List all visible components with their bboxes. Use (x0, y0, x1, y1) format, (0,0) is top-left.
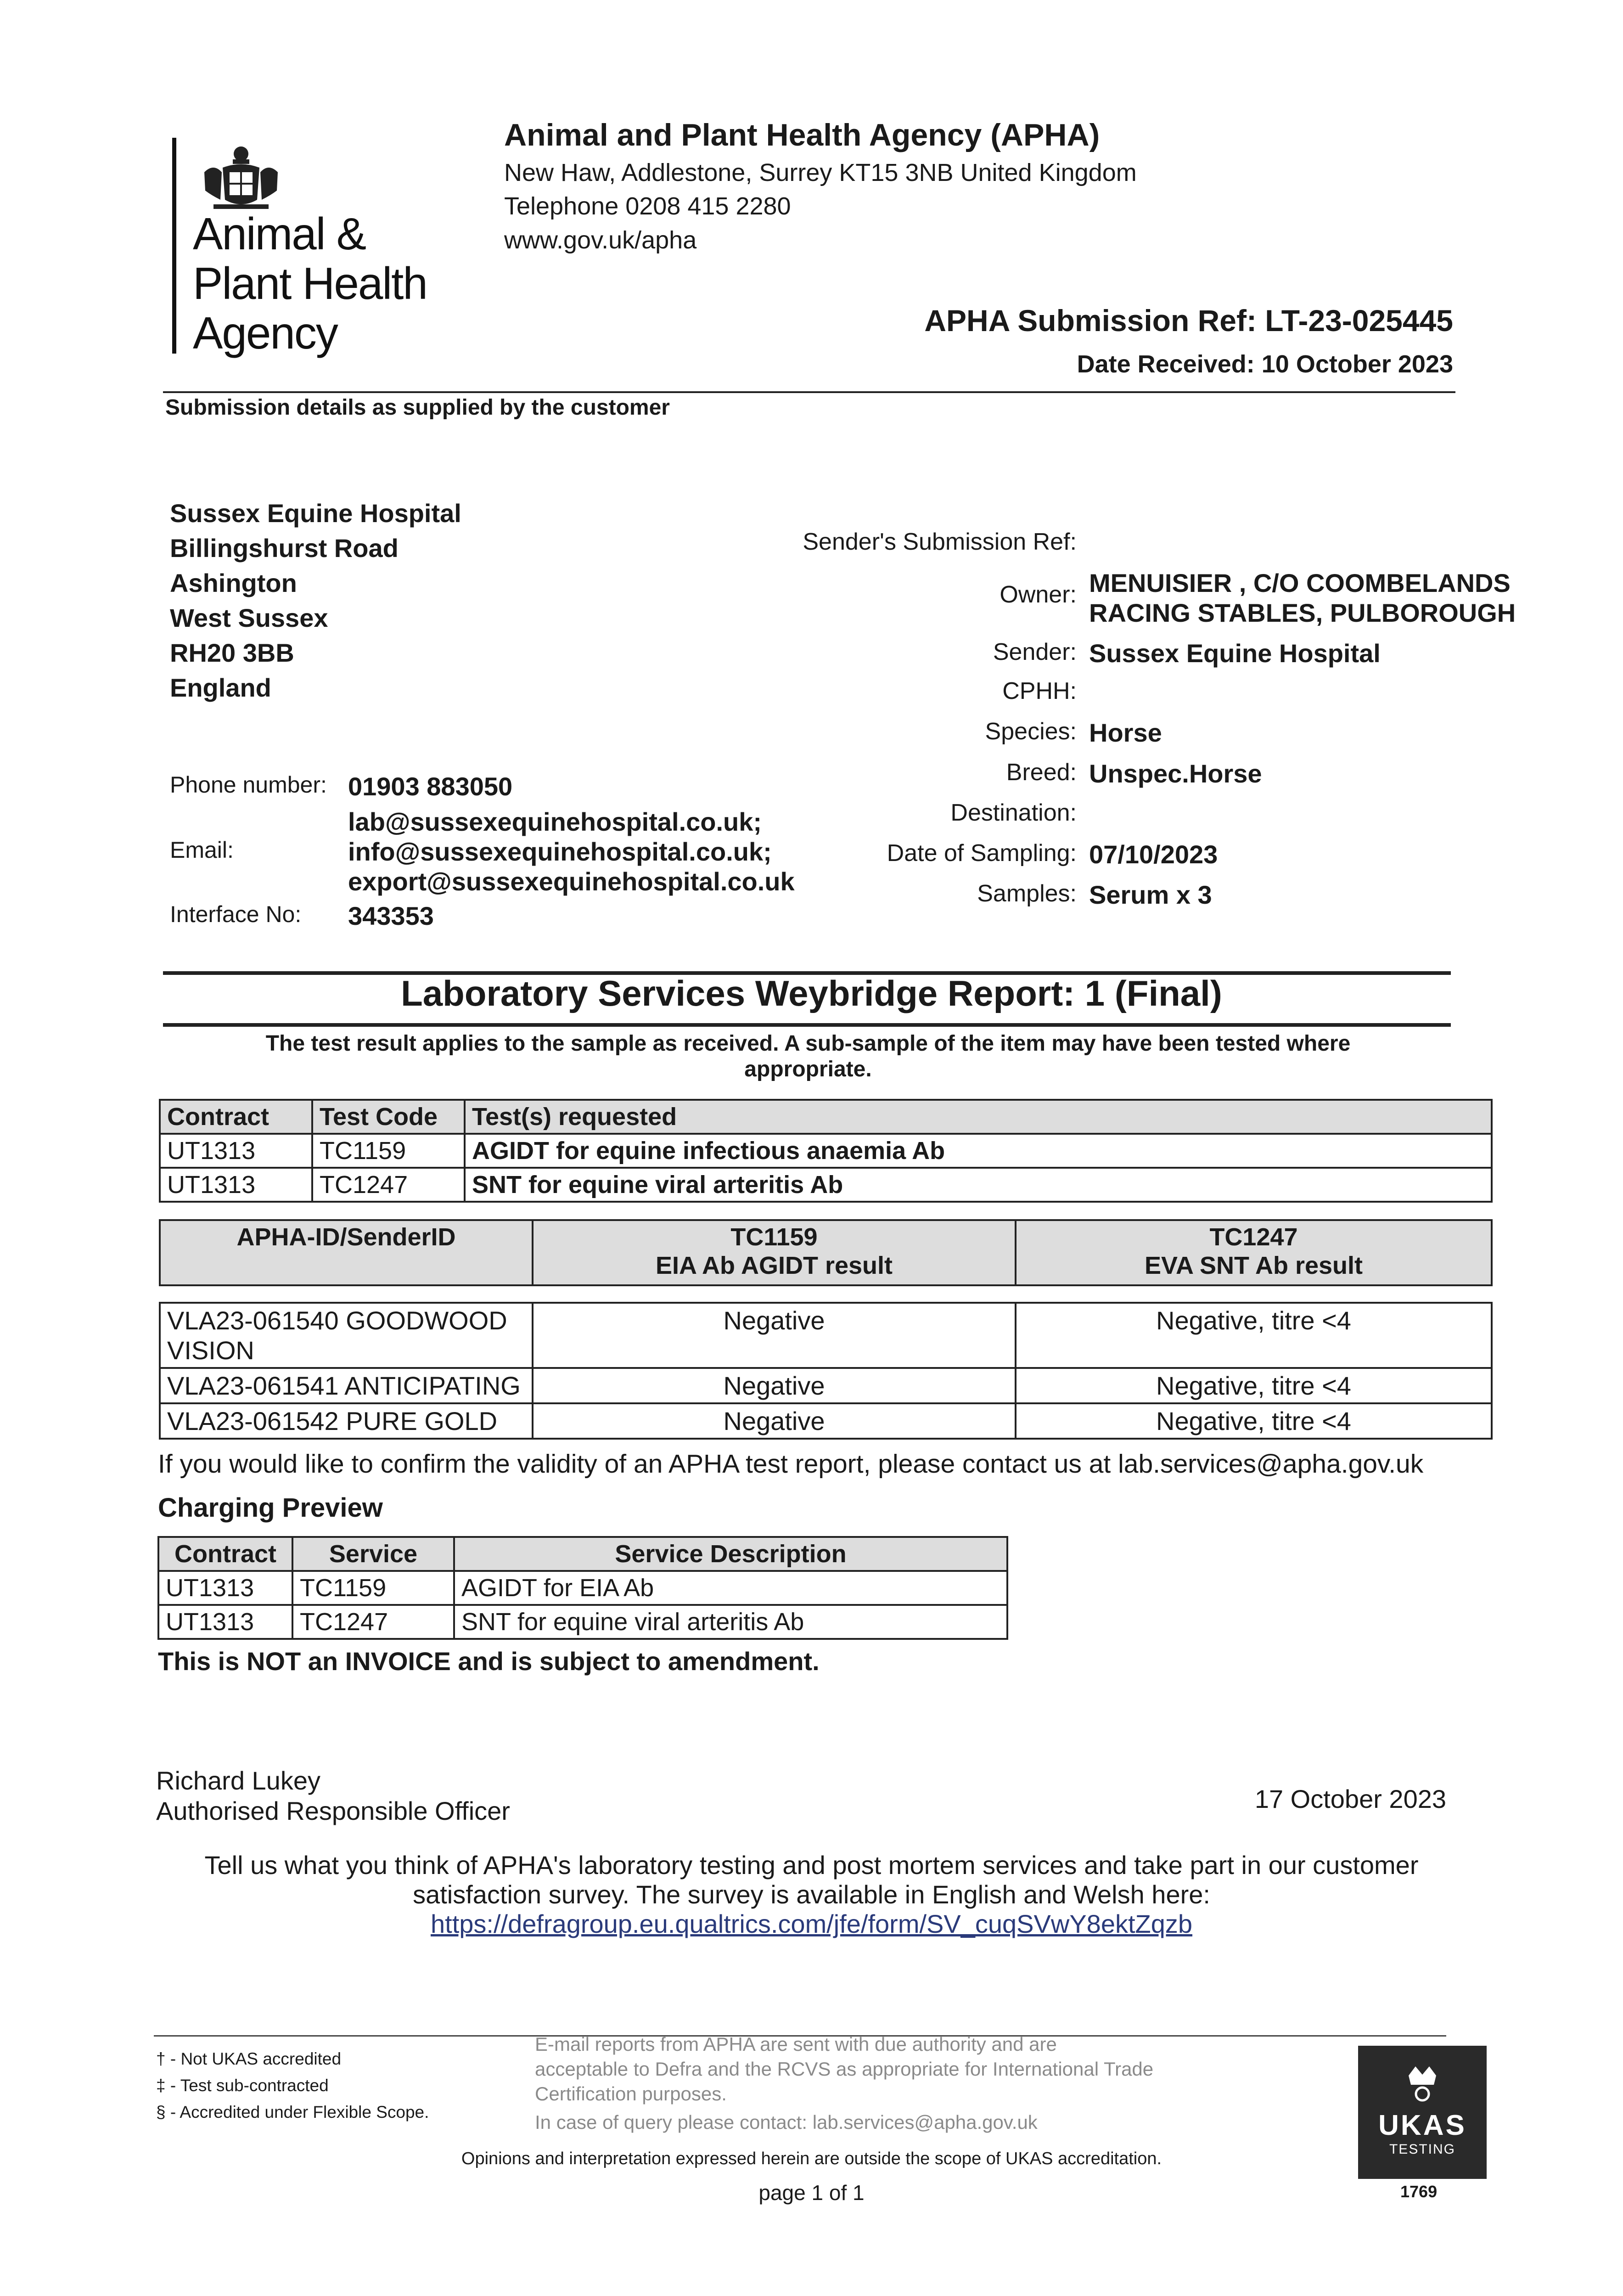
table-row (160, 1134, 1492, 1168)
col-header: Test(s) requested (465, 1100, 1492, 1134)
not-invoice-note: This is NOT an INVOICE and is subject to amendment. (158, 1647, 820, 1676)
species-label: Species: (985, 718, 1077, 745)
customer-line: Billingshurst Road (170, 534, 399, 563)
customer-line: RH20 3BB (170, 638, 294, 667)
logo-line: Agency (193, 308, 337, 358)
table-row (158, 1571, 1007, 1605)
table-header-row (158, 1537, 1007, 1571)
date-received: Date Received: 10 October 2023 (1077, 350, 1453, 378)
signatory-role: Authorised Responsible Officer (156, 1796, 510, 1825)
ukas-legend (156, 2046, 429, 2126)
cell: AGIDT for equine infectious anaemia Ab (465, 1134, 1492, 1168)
col-header-code: TC1159 (730, 1223, 818, 1251)
col-header (533, 1220, 1016, 1285)
logo-bar (172, 138, 176, 354)
applies-note (165, 1031, 1451, 1082)
email-value[interactable]: export@sussexequinehospital.co.uk (348, 867, 795, 896)
sender-label: Sender: (993, 639, 1077, 665)
customer-line: England (170, 673, 271, 702)
phone-value: 01903 883050 (348, 772, 513, 801)
sampling-date-value: 07/10/2023 (1089, 840, 1218, 869)
table-header-row (160, 1100, 1492, 1134)
col-header: Contract (160, 1100, 312, 1134)
email-value[interactable]: info@sussexequinehospital.co.uk; (348, 837, 772, 866)
customer-line: West Sussex (170, 603, 328, 632)
col-header-title: EVA SNT Ab result (1144, 1252, 1363, 1279)
col-header: Service (292, 1537, 454, 1571)
cell: VLA23-061541 ANTICIPATING (160, 1368, 533, 1403)
cell: TC1159 (292, 1571, 454, 1605)
cell: Negative, titre <4 (1016, 1303, 1492, 1368)
title-rule-bottom (163, 1023, 1451, 1027)
org-address: New Haw, Addlestone, Surrey KT15 3NB United Kingdom (504, 159, 1137, 186)
cell: SNT for equine viral arteritis Ab (454, 1605, 1007, 1639)
cell: SNT for equine viral arteritis Ab (465, 1168, 1492, 1202)
col-header: Service Description (454, 1537, 1007, 1571)
submission-details-heading: Submission details as supplied by the customer (165, 395, 670, 420)
cell: Negative, titre <4 (1016, 1403, 1492, 1439)
logo-text (193, 209, 427, 358)
legend-item: § - Accredited under Flexible Scope. (156, 2103, 429, 2122)
opinions-note: Opinions and interpretation expressed herein are outside the scope of UKAS accreditation. (461, 2149, 1162, 2168)
email-label: Email: (170, 837, 234, 863)
report-title: Laboratory Services Weybridge Report: 1 (Final) (401, 973, 1222, 1013)
survey-text (0, 1851, 1623, 1939)
applies-line: The test result applies to the sample as received. A sub-sample of the item may have been tested where (265, 1031, 1351, 1056)
cell: Negative (533, 1303, 1016, 1368)
email-authority-note (535, 2032, 1247, 2135)
charging-table (157, 1536, 1008, 1640)
cell: UT1313 (160, 1134, 312, 1168)
report-date: 17 October 2023 (1254, 1784, 1446, 1813)
ukas-number: 1769 (1400, 2182, 1438, 2201)
org-name: Animal and Plant Health Agency (APHA) (504, 118, 1100, 152)
cell: AGIDT for EIA Ab (454, 1571, 1007, 1605)
destination-label: Destination: (950, 799, 1077, 826)
note-line: E-mail reports from APHA are sent with due authority and are (535, 2033, 1057, 2055)
owner-label: Owner: (1000, 581, 1077, 608)
cell: UT1313 (158, 1605, 292, 1639)
ukas-word: UKAS (1378, 2110, 1466, 2141)
confirm-validity-text: If you would like to confirm the validity of an APHA test report, please contact us at lab.services@apha.gov.uk (158, 1449, 1424, 1479)
cell: TC1247 (292, 1605, 454, 1639)
table-row (160, 1368, 1492, 1403)
cell: VLA23-061542 PURE GOLD (160, 1403, 533, 1439)
email-value[interactable]: lab@sussexequinehospital.co.uk; (348, 807, 762, 836)
interface-label: Interface No: (170, 901, 302, 927)
cell: Negative (533, 1368, 1016, 1403)
note-line: acceptable to Defra and the RCVS as appropriate for International Trade (535, 2058, 1154, 2080)
cell: TC1247 (312, 1168, 465, 1202)
cell: Negative, titre <4 (1016, 1368, 1492, 1403)
table-header-row (160, 1220, 1492, 1285)
tests-table (159, 1099, 1493, 1203)
cell: TC1159 (312, 1134, 465, 1168)
col-header: APHA-ID/SenderID (160, 1220, 533, 1285)
header-divider (163, 391, 1455, 393)
samples-label: Samples: (977, 880, 1077, 907)
sender-value: Sussex Equine Hospital (1089, 639, 1381, 668)
senders-ref-label: Sender's Submission Ref: (803, 529, 1077, 555)
signatory (156, 1766, 510, 1826)
breed-value: Unspec.Horse (1089, 759, 1262, 788)
table-row (160, 1303, 1492, 1368)
org-website[interactable]: www.gov.uk/apha (504, 226, 697, 254)
species-value: Horse (1089, 718, 1162, 747)
samples-value: Serum x 3 (1089, 880, 1212, 909)
cell: VLA23-061540 GOODWOOD VISION (160, 1303, 533, 1368)
org-telephone: Telephone 0208 415 2280 (504, 192, 791, 220)
results-header-table (159, 1219, 1493, 1286)
col-header: Contract (158, 1537, 292, 1571)
interface-value: 343353 (348, 901, 434, 930)
breed-label: Breed: (1006, 759, 1077, 786)
legend-item: † - Not UKAS accredited (156, 2049, 342, 2068)
survey-line: satisfaction survey. The survey is available in English and Welsh here: (413, 1880, 1210, 1909)
submission-ref: APHA Submission Ref: LT-23-025445 (924, 304, 1453, 338)
results-table (159, 1302, 1493, 1440)
applies-line: appropriate. (744, 1057, 872, 1081)
ukas-crown-icon (1399, 2057, 1445, 2103)
col-header-code: TC1247 (1209, 1223, 1298, 1251)
charging-heading: Charging Preview (158, 1493, 383, 1523)
cphh-label: CPHH: (1002, 678, 1077, 704)
owner-value: MENUISIER , C/O COOMBELANDS (1089, 568, 1511, 597)
query-contact: In case of query please contact: lab.services@apha.gov.uk (535, 2111, 1038, 2133)
cell: UT1313 (160, 1168, 312, 1202)
table-row (158, 1605, 1007, 1639)
cell: UT1313 (158, 1571, 292, 1605)
signatory-name: Richard Lukey (156, 1766, 320, 1795)
customer-line: Ashington (170, 568, 297, 597)
col-header (1016, 1220, 1492, 1285)
page-number: page 1 of 1 (758, 2181, 865, 2205)
survey-line: Tell us what you think of APHA's laboratory testing and post mortem services and take part in our customer (204, 1851, 1419, 1880)
col-header: Test Code (312, 1100, 465, 1134)
customer-line: Sussex Equine Hospital (170, 499, 461, 528)
table-row (160, 1403, 1492, 1439)
survey-link[interactable]: https://defragroup.eu.qualtrics.com/jfe/form/SV_cuqSVwY8ektZqzb (430, 1909, 1193, 1938)
note-line: Certification purposes. (535, 2083, 727, 2105)
phone-label: Phone number: (170, 772, 327, 798)
cell: Negative (533, 1403, 1016, 1439)
royal-crest-icon (195, 135, 287, 218)
legend-item: ‡ - Test sub-contracted (156, 2076, 329, 2095)
logo-line: Animal & (193, 208, 366, 259)
ukas-badge (1358, 2046, 1487, 2179)
col-header-title: EIA Ab AGIDT result (655, 1252, 893, 1279)
owner-value-2: RACING STABLES, PULBOROUGH (1089, 598, 1516, 627)
logo-line: Plant Health (193, 258, 427, 309)
ukas-testing: TESTING (1389, 2142, 1455, 2157)
sampling-date-label: Date of Sampling: (887, 840, 1077, 867)
table-row (160, 1168, 1492, 1202)
